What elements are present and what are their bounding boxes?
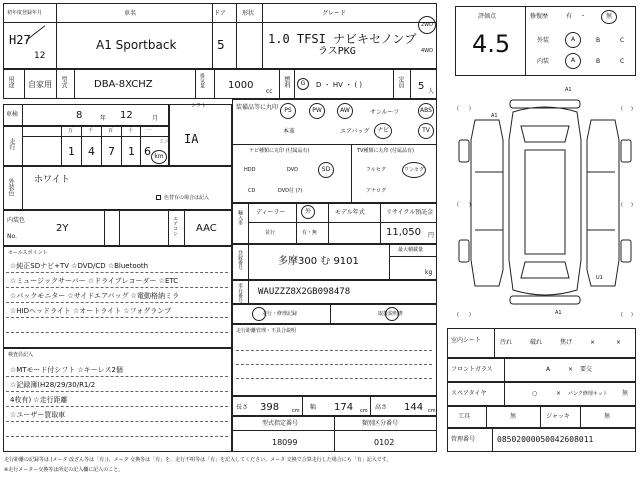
- exterior-label: 外装: [537, 37, 550, 44]
- chassis-label: 車台番号: [237, 283, 243, 303]
- spare-x: ×: [556, 390, 562, 397]
- model-no-label: 型式指定番号: [262, 420, 299, 427]
- color-label: 外装色: [7, 178, 14, 196]
- seat-label: 室内シート: [451, 337, 482, 344]
- tv-analog: アナログ: [366, 188, 387, 194]
- seats-unit: 人: [428, 88, 435, 95]
- svg-text:(: (: [621, 312, 623, 318]
- svg-text:): ): [469, 312, 471, 318]
- purpose-value: 自家用: [28, 80, 52, 89]
- class-no-label: 類別区分番号: [362, 420, 399, 427]
- equip-airbag: エアバッグ: [340, 128, 370, 135]
- diagram-marker-3: A1: [555, 310, 562, 316]
- registration-label: 登録番号: [237, 250, 243, 270]
- footer-line-2: ※走行メーター交換等は所定の記入欄に記入のこと。: [4, 467, 124, 473]
- repair-option-yes: 有: [566, 13, 573, 20]
- cc-label: 排気量: [199, 73, 205, 88]
- height-unit: cm: [428, 408, 436, 414]
- tv-oneseg-circle: ワンセグ: [402, 162, 426, 178]
- svg-text:(: (: [621, 106, 623, 112]
- mileage-unit-4: 一: [146, 128, 152, 134]
- management-value: 08502000050042608011: [497, 435, 594, 444]
- length-value: 398: [260, 402, 280, 413]
- score-value: 4.5: [472, 30, 511, 58]
- mileage-unit-3: 十: [128, 128, 134, 134]
- tv-type-label: TV種類に丸印 (付属品有): [357, 148, 414, 154]
- drive-4wd-label: 4WD: [421, 48, 433, 54]
- diagram-marker-2: U1: [596, 275, 603, 281]
- purpose-label: 用途: [7, 76, 14, 88]
- interior-no-label: No.: [7, 233, 17, 240]
- recycle-unit: 円: [428, 232, 435, 239]
- fuel-label: 燃料: [283, 76, 290, 88]
- navi-sd-circle: SD: [318, 162, 334, 178]
- equip-navi-circle: ナビ: [374, 123, 392, 139]
- mileage-unit-1: 千: [88, 128, 94, 134]
- notes-line-0: ☆MTモード付シフト ☆キーレス2個: [10, 366, 123, 374]
- navi-hdd: HDD: [244, 167, 256, 173]
- mileage-unit-2: 百: [108, 128, 114, 134]
- navi-type-label: ナビ種類に丸印 (付属品有): [249, 148, 310, 154]
- interior-no-value: 2Y: [56, 223, 69, 234]
- tv-fullseg: フルセグ: [366, 167, 386, 173]
- spare-none: 無: [622, 390, 629, 397]
- interior-b: B: [596, 58, 601, 65]
- mileage-digit-2: 7: [108, 145, 115, 158]
- svg-text:): ): [469, 106, 471, 112]
- sales-point-line-3: ☆HIDヘッドライト ☆オートライト ☆フォグランプ: [10, 307, 172, 315]
- model-year-label: モデル年式: [335, 209, 365, 216]
- length-label: 長さ: [236, 404, 249, 411]
- notes-line-3: ☆ユーザー買取車: [10, 411, 66, 419]
- dealer-label: ディーラー: [256, 209, 286, 216]
- inspection-month-unit: 月: [152, 115, 159, 122]
- interior-c: C: [620, 58, 625, 65]
- width-unit: cm: [360, 408, 368, 414]
- mileage-digit-0: 1: [68, 145, 75, 158]
- svg-text:): ): [631, 106, 633, 112]
- capacity-unit: kg: [425, 269, 433, 276]
- equip-ps-circle: PS: [280, 103, 296, 119]
- score-label: 評価点: [478, 13, 497, 20]
- spare-kit: パンク修理キット: [568, 391, 608, 397]
- ac-value: AAC: [196, 223, 217, 234]
- seat-item-2: 焦げ: [560, 339, 573, 346]
- exterior-a-circle: A: [565, 32, 581, 48]
- equip-sunroof: サンルーフ: [370, 109, 400, 116]
- equip-leather: 本革: [283, 128, 296, 135]
- svg-text:(: (: [457, 106, 459, 112]
- mileage-digit-3: 1: [128, 145, 135, 158]
- tools-label: 工具: [458, 413, 471, 420]
- repair-option-dot: ・: [580, 13, 587, 20]
- cc-unit: cc: [266, 88, 273, 95]
- recycle-value: 11,050: [386, 227, 421, 238]
- inspection-year: 8: [76, 110, 83, 121]
- vehicle-diagram-drawing: [455, 80, 636, 324]
- repair-none-circle: 無: [601, 10, 617, 24]
- sales-point-line-0: ☆純正SDナビ+TV ☆DVD/CD ☆Bluetooth: [10, 262, 149, 270]
- height-label: 高さ: [375, 404, 388, 411]
- shape-label: 形状: [242, 10, 255, 17]
- mileage-km-circle: km: [151, 150, 167, 164]
- seat-item-1: 破れ: [530, 339, 543, 346]
- inspection-box: [3, 104, 169, 126]
- model-label: 車名: [124, 10, 137, 17]
- svg-text:(: (: [457, 312, 459, 318]
- inspection-year-unit: 年: [100, 115, 107, 122]
- capacity-label: 最大積載量: [398, 247, 424, 253]
- color-value: ホワイト: [34, 175, 70, 185]
- management-label: 管理番号: [451, 436, 476, 443]
- dealer-value-circle: 外: [301, 205, 315, 219]
- navi-dvd: DVD: [287, 167, 299, 173]
- dealer-sub-left: 並行: [265, 230, 276, 236]
- windshield-a: A: [546, 366, 551, 373]
- mileage-digit-4: 6: [144, 145, 151, 158]
- recorder-label-2: 取扱説明書: [378, 311, 404, 317]
- doors-label: ドア: [214, 10, 226, 17]
- mileage-digit-1: 4: [88, 145, 95, 158]
- recycle-label: リサイクル預託金: [386, 209, 434, 216]
- shift-label: シフト: [191, 103, 207, 109]
- navi-cd: CD: [248, 188, 256, 194]
- interior-a-circle: A: [565, 53, 581, 69]
- height-value: 144: [404, 402, 424, 413]
- seats-label: 定員: [397, 76, 404, 88]
- recorder-note-label: 走行距離管理・不具合説明: [236, 328, 297, 334]
- first-reg-label: 初年度登録年月: [7, 10, 43, 16]
- seats-value: 5: [418, 81, 425, 92]
- ac-label: エアコン: [172, 216, 178, 236]
- first-reg-month: 12: [34, 51, 46, 61]
- sales-points-label: セールスポイント: [8, 250, 48, 256]
- exterior-b: B: [596, 37, 601, 44]
- fuel-selected-circle: G: [297, 78, 309, 90]
- color-note: 色替有の場合は記入: [164, 195, 210, 201]
- seat-item-4: ×: [616, 339, 622, 346]
- sales-point-line-1: ☆ミュージックサーバー ☆ドライブレコーダー ☆ETC: [10, 277, 179, 285]
- cc-value: 1000: [228, 80, 254, 91]
- equip-tv-circle: TV: [418, 123, 434, 139]
- equip-aw-circle: AW: [337, 103, 353, 119]
- model-no-value: 18099: [272, 438, 298, 447]
- tools-value: 無: [510, 413, 517, 420]
- width-value: 174: [334, 402, 354, 413]
- notes-line-2: 4枚有) ☆走行距離: [10, 396, 68, 404]
- mileage-min-label: ミニ: [159, 139, 170, 145]
- diagram-marker-0: A1: [565, 87, 572, 93]
- repair-label: 修復歴: [530, 13, 549, 20]
- svg-text:(: (: [621, 202, 623, 208]
- seat-item-0: 汚れ: [500, 339, 513, 346]
- grade-value-line2: ラスPKG: [318, 46, 356, 57]
- class-no-value: 0102: [374, 438, 395, 447]
- equip-abs-circle: ABS: [418, 103, 434, 119]
- spare-label: スペアタイヤ: [451, 390, 487, 397]
- length-unit: cm: [292, 408, 300, 414]
- model-value: A1 Sportback: [96, 38, 177, 52]
- width-label: 幅: [310, 404, 317, 411]
- color-box: [3, 166, 232, 210]
- drive-2wd-circle: 2WD: [418, 16, 436, 34]
- chassis-value: WAUZZZ8X2GB098478: [258, 287, 351, 297]
- diagram-marker-1: A1: [491, 113, 498, 119]
- vehicle-diagram: [455, 80, 636, 324]
- windshield-replace: 要交: [580, 366, 593, 373]
- dealer-section-label: 輸入車: [237, 210, 243, 225]
- mileage-label: 走行: [8, 138, 15, 150]
- fuel-options: D ・ HV ・ ( ): [316, 81, 363, 89]
- svg-text:(: (: [457, 202, 459, 208]
- sales-point-line-2: ☆バックモニター ☆サイドエアバッグ ☆電動格納ミラ: [10, 292, 179, 300]
- svg-text:): ): [631, 312, 633, 318]
- inspection-label: 車検: [6, 111, 19, 118]
- dealer-sub-right: 有・無: [302, 230, 318, 236]
- seat-item-3: ×: [590, 339, 596, 346]
- svg-text:): ): [631, 202, 633, 208]
- windshield-label: フロントガラス: [451, 366, 493, 373]
- interior-grade-label: 内装: [537, 58, 550, 65]
- svg-text:): ): [469, 202, 471, 208]
- equipment-label: 装備品等に丸印: [236, 104, 279, 111]
- equip-pw-circle: PW: [309, 103, 325, 119]
- grade-value-line1: 1.0 TFSI ナビキセノンブ: [268, 32, 417, 46]
- notes-line-1: ☆記録簿(H28/29/30/R1/2: [10, 381, 96, 389]
- inspection-month: 12: [120, 110, 133, 121]
- doors-value: 5: [217, 38, 225, 52]
- notes-label: 検査員記入: [8, 352, 34, 358]
- exterior-c: C: [620, 37, 625, 44]
- spare-ok: ○: [532, 390, 538, 397]
- recorder-notes-box: [232, 324, 437, 396]
- shift-box: [169, 104, 232, 166]
- jack-value: 無: [604, 413, 611, 420]
- footer-line-1: 走行距離の記録等は (メータ 改ざん等は「有」)、メータ 交換等は「有」を、走行不明等は「有」を記入してください。メータ 交換で合算走行した場合にも「有」記入です。: [4, 457, 392, 463]
- interior-label: 内装色: [7, 217, 26, 224]
- recorder-label-1: 走行・修理記録: [262, 311, 298, 317]
- first-reg-value: H27: [9, 33, 31, 47]
- type-label: 型式: [60, 76, 67, 88]
- mileage-unit-0: 万: [68, 128, 74, 134]
- grade-label: グレード: [322, 10, 347, 17]
- specs-row: [3, 69, 437, 99]
- jack-label: ジャッキ: [546, 413, 570, 420]
- type-value: DBA-8XCHZ: [94, 79, 153, 90]
- shift-value: IA: [184, 132, 199, 146]
- windshield-x: ×: [568, 366, 574, 373]
- navi-dvd-alt: DVD付 (?): [278, 188, 303, 194]
- registration-value: 多摩300 む 9101: [278, 256, 359, 267]
